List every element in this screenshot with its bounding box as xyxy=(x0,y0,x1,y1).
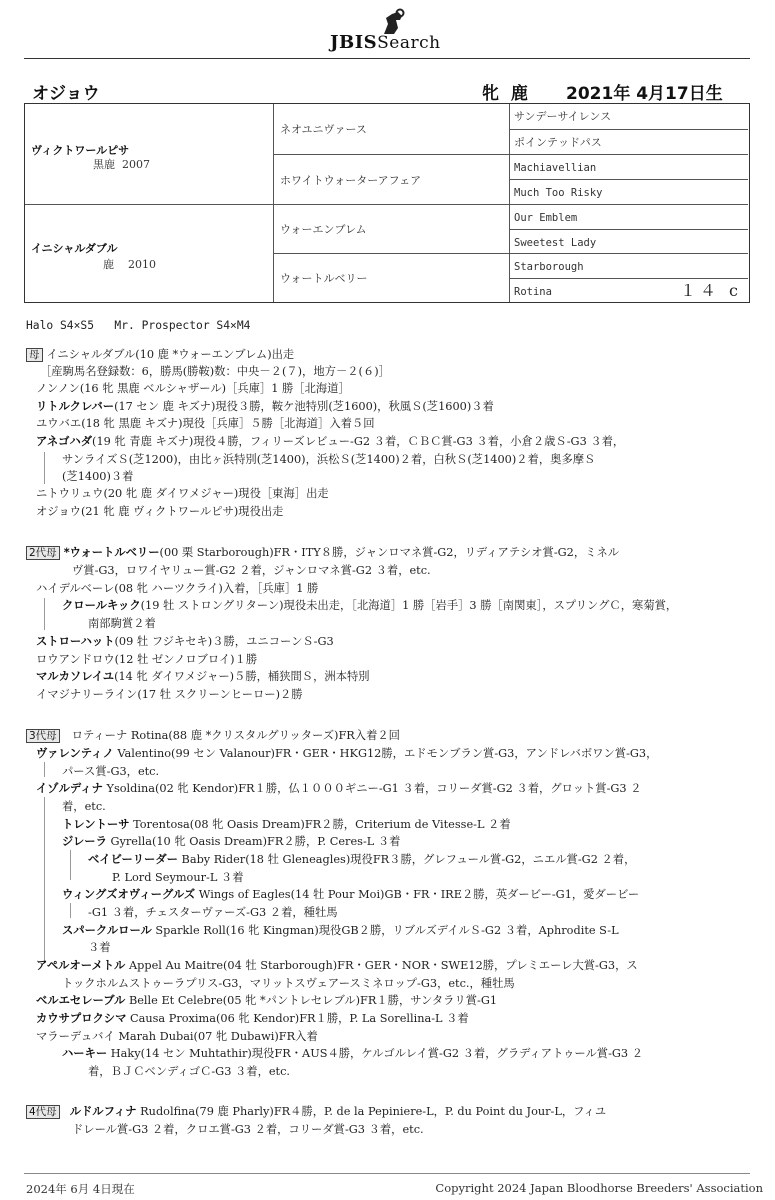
inbreeding-note: Halo S4×S5 Mr. Prospector S4×M4 xyxy=(26,319,251,332)
pedigree-g3-cell xyxy=(509,204,748,229)
text-line xyxy=(88,853,635,867)
text-segment: Causa Proxima(06 牝 Kendor)FR１勝，P. La Sorellina-L ３着 xyxy=(126,1012,469,1025)
notable-horse-name: ヴァレンティノ xyxy=(36,747,114,760)
notable-horse-name: ウィングズオヴィーグルズ xyxy=(62,888,196,901)
text-line xyxy=(36,400,494,414)
indent-bar xyxy=(44,797,45,962)
family-number: １４ c xyxy=(679,281,742,300)
text-segment: Ysoldina(02 牝 Kendor)FR１勝，仏１０００ギニー-G1 ３着，コリーダ賞-G2 ３着，グロット賞-G3 ２ xyxy=(102,782,642,795)
notable-horse-name: ベイビーリーダー xyxy=(88,853,178,866)
text-line xyxy=(36,782,642,796)
pedigree-table xyxy=(24,103,750,303)
pedigree-sire xyxy=(25,104,273,204)
notable-horse-name: マルカソレイユ xyxy=(36,670,115,683)
text-line: トックホルムストゥーラプリス-G3，マリットスヴェアースミネロップ-G3，etc.，種牡馬 xyxy=(62,977,515,990)
text-line: 着，etc. xyxy=(62,800,106,813)
g3-name: Much Too Risky xyxy=(514,187,603,199)
pedigree-g3-cell xyxy=(509,179,748,204)
notable-horse-name: ハーキー xyxy=(62,1047,108,1060)
g3-name: Starborough xyxy=(514,261,584,273)
text-line: -G1 ３着，チェスターヴァーズ-G3 ２着，種牡馬 xyxy=(88,906,338,919)
indent-bar xyxy=(70,903,71,918)
text-line xyxy=(62,888,639,902)
g4-section-heading xyxy=(26,1105,606,1119)
text-line xyxy=(36,1012,469,1026)
pedigree-g2-cell xyxy=(273,204,509,253)
text-line xyxy=(62,599,677,613)
footer-divider xyxy=(24,1173,750,1174)
text-line: ロウアンドロウ(12 牡 ゼンノロブロイ)１勝 xyxy=(36,653,258,666)
sire-info: 黒鹿 2007 xyxy=(93,158,150,171)
text-line xyxy=(36,670,370,684)
notable-horse-name: ジレーラ xyxy=(62,835,107,848)
text-line: 南部駒賞２着 xyxy=(88,617,156,630)
notable-horse-name: リトルクレバー xyxy=(36,400,115,413)
pedigree-g3-cell xyxy=(509,253,748,278)
indent-bar xyxy=(70,850,71,880)
jbis-logo xyxy=(330,8,460,54)
pedigree-g2-cell xyxy=(273,104,509,154)
pedigree-g3-cell xyxy=(509,278,748,302)
text-line xyxy=(36,635,334,649)
sire-name: ヴィクトワールピサ xyxy=(31,144,130,157)
text-segment: (00 栗 Starborough)FR・ITY８勝，ジャンロマネ賞-G2，リディアテシオ賞-G2，ミネル xyxy=(159,546,620,559)
g3-name: Our Emblem xyxy=(514,212,578,224)
text-segment: Torentosa(08 牝 Oasis Dream)FR２勝，Criterium de Vitesse-L ２着 xyxy=(129,818,511,831)
g2-name: ネオユニヴァース xyxy=(280,123,367,136)
g2-section-heading xyxy=(26,546,619,560)
text-line: 着，ＢＪＣベンディゴＣ-G3 ３着，etc. xyxy=(88,1065,291,1078)
dam-info: 鹿 2010 xyxy=(103,258,156,271)
text-segment: ロティーナ Rotina(88 鹿 *クリスタルグリッターズ)FR入着２回 xyxy=(71,729,400,742)
text-line: ハイデルベーレ(08 牝 ハーツクライ)入着，［兵庫］1 勝 xyxy=(36,582,319,595)
text-line xyxy=(36,747,657,761)
header-divider xyxy=(24,58,750,59)
pedigree-g2-cell xyxy=(273,154,509,204)
horse-name: オジョウ xyxy=(32,84,100,104)
text-line xyxy=(62,818,511,832)
text-line xyxy=(62,835,400,849)
text-line: ユウバエ(18 牝 黒鹿 キズナ)現役［兵庫］５勝［北海道］入着５回 xyxy=(36,417,375,430)
text-line: ニトウリュウ(20 牝 鹿 ダイワメジャー)現役［東海］出走 xyxy=(36,487,329,500)
g3-name: Sweetest Lady xyxy=(514,237,597,249)
g3-section-heading xyxy=(26,729,400,743)
notable-horse-name: スパークルロール xyxy=(62,924,152,937)
text-segment: Rudolfina(79 鹿 Pharly)FR４勝，P. de la Pepiniere-L，P. du Point du Jour-L，フィユ xyxy=(136,1105,607,1118)
text-line: ヴ賞-G3，ロワイヤリュー賞-G2 ２着，ジャンロマネ賞-G2 ３着，etc. xyxy=(72,564,431,577)
notable-horse-name: ストローハット xyxy=(36,635,115,648)
text-line: オジョウ(21 牝 鹿 ヴィクトワールピサ)現役出走 xyxy=(36,505,284,518)
text-segment: Baby Rider(18 牡 Gleneagles)現役FR３勝，グレフュール賞-G2，ニエル賞-G2 ２着， xyxy=(177,853,636,866)
text-line xyxy=(36,959,638,973)
g3-name: Rotina xyxy=(514,286,552,298)
text-line xyxy=(62,924,619,938)
text-line: ノンノン(16 牝 黒鹿 ベルシャザール)［兵庫］1 勝［北海道］ xyxy=(36,382,350,395)
text-segment: (09 牡 フジキセキ)３勝，ユニコーンＳ-G3 xyxy=(114,635,334,648)
notable-horse-name: ルドルフィナ xyxy=(69,1105,137,1118)
text-segment: Valentino(99 セン Valanour)FR・GER・HKG12勝，エドモンブラン賞-G3，アンドレバボワン賞-G3， xyxy=(113,747,658,760)
text-line: マラーデュバイ Marah Dubai(07 牝 Dubawi)FR入着 xyxy=(36,1030,318,1043)
g3-name: サンデーサイレンス xyxy=(514,110,612,123)
pedigree-dam xyxy=(25,204,273,302)
text-line: ドレール賞-G3 ２着，クロエ賞-G3 ２着，コリーダ賞-G3 ３着，etc. xyxy=(72,1123,424,1136)
text-segment: Appel Au Maitre(04 牡 Starborough)FR・GER・NOR・SWE12勝，プレミエーレ大賞-G3，ス xyxy=(125,959,638,972)
text-segment: Belle Et Celebre(05 牝 *パントレセレブル)FR１勝，サンタラリ賞-G1 xyxy=(125,994,498,1007)
notable-horse-name: トレントーサ xyxy=(62,818,130,831)
g3-name: ポインテッドパス xyxy=(514,136,602,149)
notable-horse-name: クロールキック xyxy=(62,599,141,612)
copyright: Copyright 2024 Japan Bloodhorse Breeders' Association xyxy=(435,1181,763,1195)
pedigree-g3-cell xyxy=(509,129,748,154)
horse-sex-color: 牝 鹿 xyxy=(482,84,531,104)
dam-name: イニシャルダブル xyxy=(31,242,118,255)
text-line: (芝1400)３着 xyxy=(62,470,134,483)
notable-horse-name: アネゴハダ xyxy=(36,435,93,448)
dam-tag: 母 xyxy=(26,348,43,362)
g2-tag: 2代母 xyxy=(26,546,60,560)
text-segment: Haky(14 セン Muhtathir)現役FR・AUS４勝，ケルゴルレイ賞-G2 ３着，グラディアトゥール賞-G3 ２ xyxy=(107,1047,643,1060)
g2-name: ウォーエンブレム xyxy=(280,223,367,236)
logo-text: JBISSearch xyxy=(330,32,441,53)
notable-horse-name: イゾルディナ xyxy=(36,782,103,795)
g3-tag: 3代母 xyxy=(26,729,60,743)
text-line: P. Lord Seymour-L ３着 xyxy=(112,871,244,884)
notable-horse-name: カウサプロクシマ xyxy=(36,1012,127,1025)
horse-birthdate: 2021年 4月17日生 xyxy=(566,84,723,104)
text-line: イマジナリーライン(17 牡 スクリーンヒーロー)２勝 xyxy=(36,688,303,701)
text-line xyxy=(62,1047,643,1061)
indent-bar xyxy=(44,452,45,484)
notable-horse-name: *ウォートルベリー xyxy=(63,546,160,559)
text-line xyxy=(36,435,624,449)
g2-name: ホワイトウォーターアフェア xyxy=(280,174,422,187)
text-segment: Gyrella(10 牝 Oasis Dream)FR２勝，P. Ceres-L ３着 xyxy=(106,835,401,848)
pedigree-g2-cell xyxy=(273,253,509,302)
pedigree-g3-cell xyxy=(509,154,748,179)
indent-bar xyxy=(44,762,45,777)
pedigree-g3-cell xyxy=(509,229,748,253)
text-segment: (19 牝 青鹿 キズナ)現役４勝，フィリーズレビュー-G2 ３着，ＣＢＣ賞-G3 ３着，小倉２歳Ｓ-G3 ３着， xyxy=(92,435,625,448)
text-segment: (19 牡 ストロングリターン)現役未出走，［北海道］1 勝［岩手］3 勝［南関東］，スプリングＣ，寒菊賞， xyxy=(140,599,678,612)
g4-tag: 4代母 xyxy=(26,1105,60,1119)
text-line xyxy=(36,994,497,1008)
as-of-date: 2024年 6月 4日現在 xyxy=(26,1182,135,1196)
notable-horse-name: ベルエセレーブル xyxy=(36,994,126,1007)
text-line: ［産駒馬名登録数：6，勝馬(勝鞍)数：中央－２(７)，地方－２(６)］ xyxy=(40,365,390,378)
text-segment: (14 牝 ダイワメジャー)５勝，桶狭間Ｓ，洲本特別 xyxy=(114,670,370,683)
g3-name: Machiavellian xyxy=(514,162,597,174)
pedigree-g3-cell xyxy=(509,104,748,129)
text-line: イニシャルダブル(10 鹿 *ウォーエンブレム)出走 xyxy=(46,348,295,361)
g2-name: ウォートルベリー xyxy=(280,272,368,285)
text-line: サンライズＳ(芝1200)，由比ヶ浜特別(芝1400)，浜松Ｓ(芝1400)２着，白秋Ｓ(芝1400)２着，奥多摩Ｓ xyxy=(62,453,596,466)
indent-bar xyxy=(44,598,45,630)
text-segment: Sparkle Roll(16 牝 Kingman)現役GB２勝，リブルズデイルＳ-G2 ３着，Aphrodite S-L xyxy=(151,924,619,937)
text-line: ３着 xyxy=(88,941,111,954)
text-segment: (17 セン 鹿 キズナ)現役３勝，鞍ケ池特別(芝1600)，秋風Ｓ(芝1600)３着 xyxy=(114,400,494,413)
dam-section-heading xyxy=(26,348,294,362)
text-line: パース賞-G3，etc. xyxy=(62,765,160,778)
notable-horse-name: アペルオーメトル xyxy=(36,959,126,972)
text-segment: Wings of Eagles(14 牡 Pour Moi)GB・FR・IRE２勝，英ダービー-G1，愛ダービー xyxy=(195,888,640,901)
